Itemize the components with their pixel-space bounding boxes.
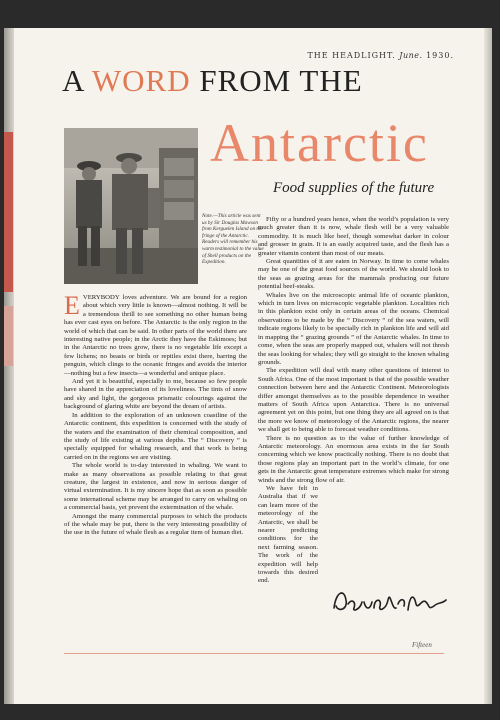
page-edge [484,28,492,704]
signature [330,580,450,620]
issue-year: 1930. [426,51,454,60]
headline-word: WORD [91,63,191,98]
paragraph-9: The expedition will deal with many other questions of interest to South Africa. One of the most important is that of the possible weather connection between here and the Antarctic Continent. Meteorologists differ amongst themselves as to the possible dependence in weather matters of South Africa upon Antarctica. There is no universal agreement yet on this point, but one thing they are all agreed on is that the more we know of meteorology of the Antarctic regions, the nearer we shall get to being able to forecast weather conditions. [258,367,449,434]
headline-subtitle: Food supplies of the future [273,180,435,196]
magazine-name: THE HEADLIGHT. [307,51,396,60]
headline-prefix: A [62,63,84,98]
issue-month: June. [399,51,423,60]
paragraph-1-text: loves adventure. We are bound for a region about which very little is known—almost nothing. It will be a tremendous thrill to see something no other human being has ever cast eyes on before. The Antarctic is the only region in the world of which that can be said. In other parts of the world there are interesting native people; in the Arctic they have the Eskimoes; but in the Antarctic no trees grow, there is no vegetable life except a few lichens; no beasts or birds or reptiles exist there, barring the penguin, which clings to the oceanic fringes and avoids the interior—nothing but a few insects—a wonderful and unique place. [64,294,248,377]
paragraph-6: Fifty or a hundred years hence, when the world’s population is very much greater than it is now, whale flesh will be a very valuable commodity. It is much like beef, though somewhat darker in colour and grosser in grain. It is an easily acquired taste, and the flesh has a greater vitamin content than most of our meats. [258,216,449,257]
expedition-photo [64,128,198,284]
drop-cap: E [64,291,80,320]
paragraph-4: The whole world is to-day interested in whaling. We want to make as many observations as possible relating to that great creature, the largest in existence, and now in serious danger of virtual extermination. It is my sincere hope that as soon as possible some international scheme may be arranged to carry on whaling on a commercial basis, yet prevent the extermination of the whale. [64,462,247,512]
paragraph-7: Great quantities of it are eaten in Norway. In time to come whales may be one of the great food sources of the world. We should look to the seas as grazing areas for the mammals producing our future potential beef-steaks. [258,258,449,291]
headline-main: Antarctic [210,113,429,173]
red-margin-strip [4,132,13,292]
article-column-right [258,216,449,586]
paragraph-3: In addition to the exploration of an unknown coastline of the Antarctic continent, this expedition is concerned with the study of the waters and the examination of their chemical composition, and the study of life existing at various depths. The “ Discovery ” is specially equipped for whaling research, and that work is being carried on in the regions we are visiting. [64,411,247,461]
footer-rule [64,653,444,654]
paragraph-11: We have felt in Australia that if we can learn more of the meteorology of the Antarctic, we shall be nearer predicting conditions for the next farming season. The work of the expedition will help towards this desired end. [258,485,318,585]
paragraph-2: And yet it is beautiful, especially to me, because so few people have shared in the appreciation of its loveliness. The tints of snow and sky and light, the gorgeous prismatic colourings against the background of glaring white are beyond the dream of artists. [64,378,247,411]
red-margin-strip-lower [4,306,13,366]
photo-illustration [64,128,198,284]
paragraph-8: Whales live on the microscopic animal life of oceanic plankton, which in turn lives on microscopic vegetable plankton. Localities rich in this plankton exist only in certain areas of the oceans. Chemical observations to be made by the “ Discovery ” of the sea waters, will indicate regions likely to be specially rich in plankton life and will aid in mapping the “ grazing grounds ” of the Antarctic whales. In time to come, when the seas are properly mapped out, whalers will not thresh the seas looking for whales; they will go straight to the known whaling grounds. [258,291,449,366]
article-column-left [64,291,248,538]
lead-word: VERYBODY [82,294,120,301]
paragraph-1 [64,291,248,378]
headline-rest: FROM THE [199,63,363,98]
headline-top [62,63,363,99]
binding-spine [4,28,14,704]
page-number: Fifteen [412,641,432,649]
photo-caption: Note.—This article was sent us by Sir Douglas Mawson from Kerguelen Island on the fringe of the Antarctic. Readers will remember his warm testimonial to the value of Shell products on the Expedition. [202,213,264,266]
running-header [307,51,454,60]
paragraph-5: Amongst the many commercial purposes to which the products of the whale may be put, there is the very interesting possibility of the use in the future of whale flesh as a regular item of human diet. [64,512,247,537]
paragraph-10: There is no question as to the value of further knowledge of Antarctic meteorology. An enormous area exists in the far South concerning which we know practically nothing. There is no doubt that those regions play an important part in the world’s climate, for one gets in the Antarctic great temperature extremes which make for strong winds and the strong flow of air. [258,434,449,484]
